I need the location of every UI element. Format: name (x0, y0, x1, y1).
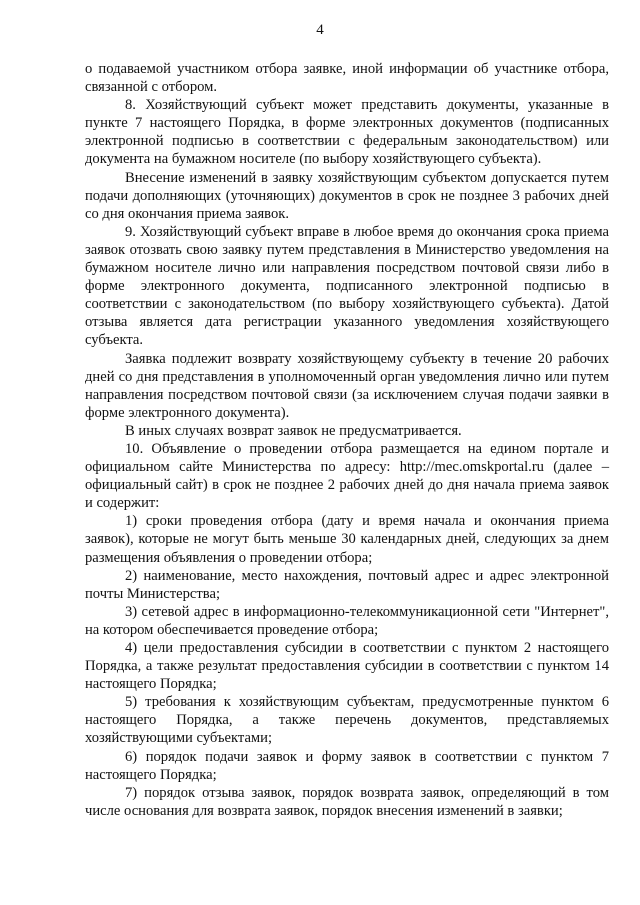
list-item: 6) порядок подачи заявок и форму заявок в соответствии с пунктом 7 настоящего Порядка; (85, 748, 609, 783)
paragraph: 10. Объявление о проведении отбора размещается на едином портале и официальном сайте Министерства по адресу: http://mec.omskportal.ru (далее – официальный сайт) в срок не позднее 2 рабочих дней до дня начала приема заявок и содержит: (85, 440, 609, 512)
list-item: 5) требования к хозяйствующим субъектам, предусмотренные пунктом 6 настоящего Порядка, а также перечень документов, представляемых хозяйствующими субъектами; (85, 694, 609, 747)
paragraph: Заявка подлежит возврату хозяйствующему субъекту в течение 20 рабочих дней со дня представления в уполномоченный орган уведомления лично или путем направления посредством почтовой связи (за исключением случая подачи заявки в форме электронного документа). (85, 350, 609, 421)
list-item: 1) сроки проведения отбора (дату и время начала и окончания приема заявок), которые не могут быть меньше 30 календарных дней, следующих за днем размещения объявления о проведении отбора; (85, 513, 609, 566)
list-item: 7) порядок отзыва заявок, порядок возврата заявок, определяющий в том числе основания для возврата заявок, порядок внесения изменений в заявки; (85, 784, 609, 819)
paragraph: В иных случаях возврат заявок не предусматривается. (125, 422, 462, 439)
paragraph: 8. Хозяйствующий субъект может представить документы, указанные в пункте 7 настоящего Порядка, в форме электронных документов (подписанных электронной подписью в соответствии с федеральным законодательством) или документа на бумажном носителе (по выбору хозяйствующего субъекта). (85, 97, 609, 168)
list-item: 2) наименование, место нахождения, почтовый адрес и адрес электронной почты Министерства; (85, 567, 609, 602)
paragraph: о подаваемой участником отбора заявке, иной информации об участнике отбора, связанной с отбором. (85, 61, 609, 96)
paragraph: 9. Хозяйствующий субъект вправе в любое время до окончания срока приема заявок отозвать свою заявку путем представления в Министерство уведомления на бумажном носителе лично или направления посредством почтовой связи либо в форме электронного документа, подписанного электронной подписью в соответствии с законодательством (по выбору хозяйствующего субъекта). Датой отзыва является дата регистрации указанного уведомления хозяйствующего субъекта. (85, 223, 609, 349)
paragraph: Внесение изменений в заявку хозяйствующим субъектом допускается путем подачи дополняющих (уточняющих) документов в срок не позднее 3 рабочих дней со дня окончания приема заявок. (85, 169, 609, 222)
document-body (85, 60, 609, 820)
list-item: 4) цели предоставления субсидии в соответствии с пунктом 2 настоящего Порядка, а также результат предоставления субсидии в соответствии с пунктом 14 настоящего Порядка; (85, 640, 609, 693)
list-item: 3) сетевой адрес в информационно-телекоммуникационной сети "Интернет", на котором обеспечивается проведение отбора; (85, 603, 609, 638)
page-number: 4 (316, 22, 324, 38)
